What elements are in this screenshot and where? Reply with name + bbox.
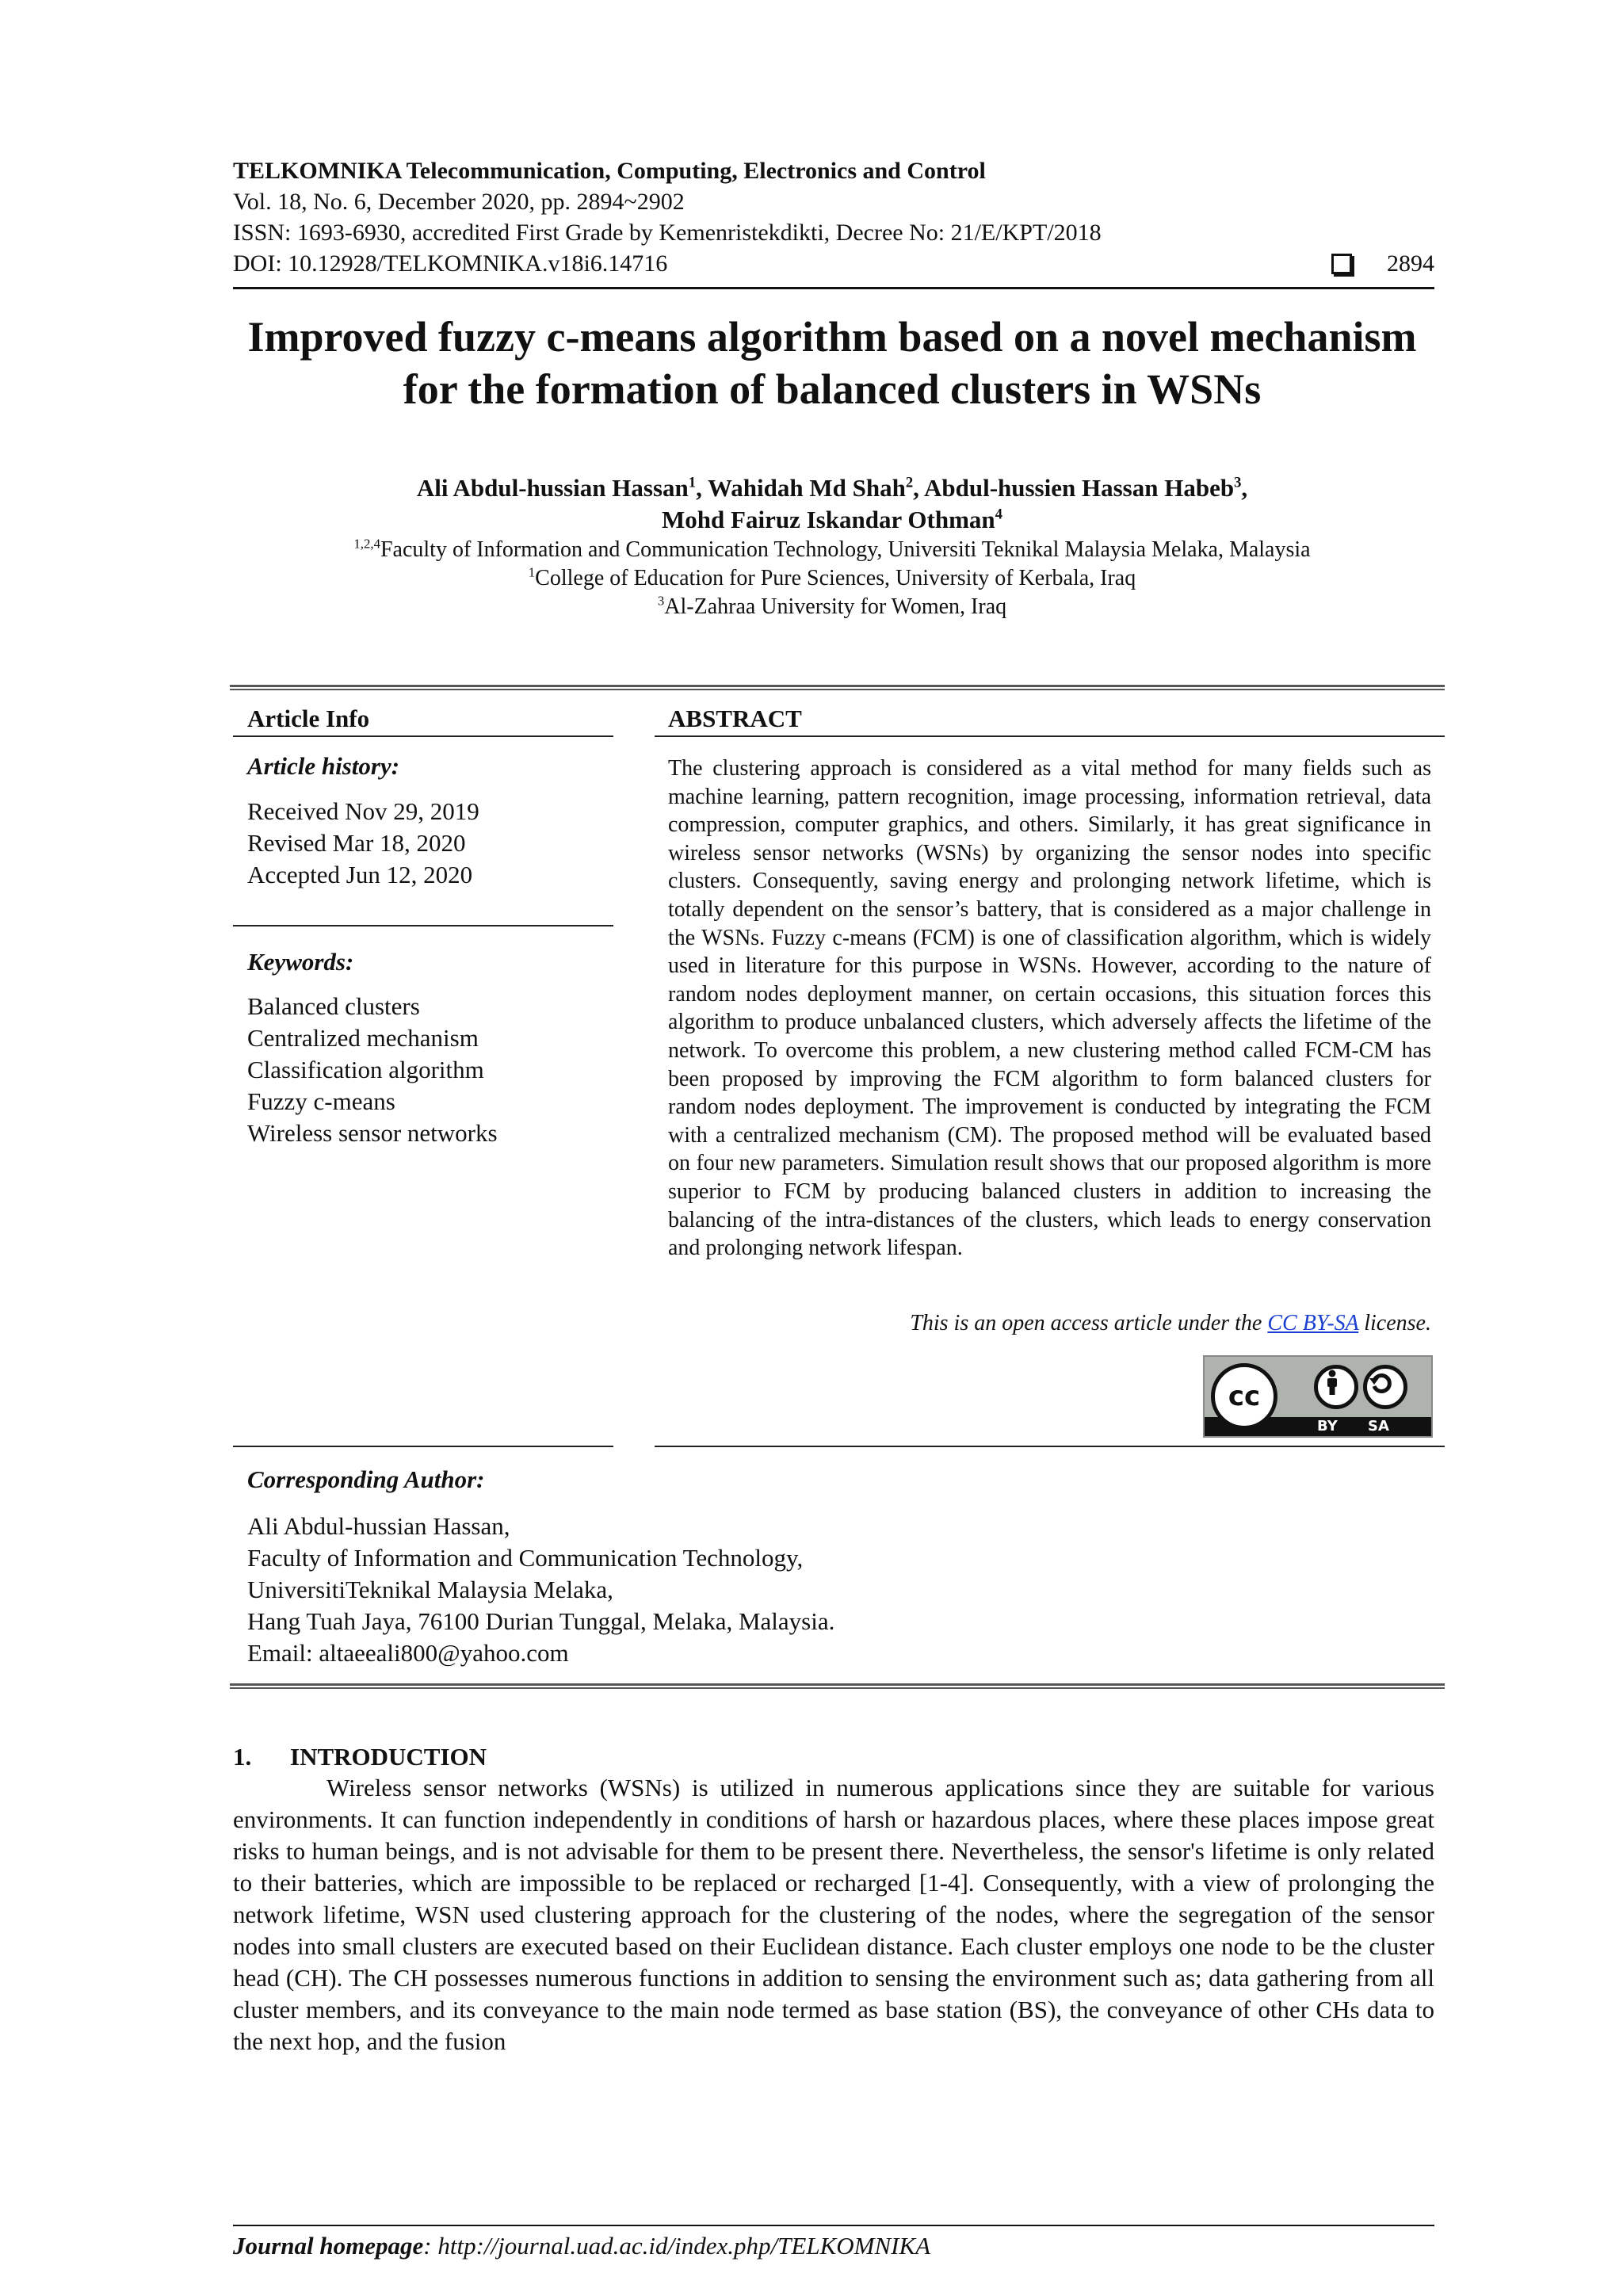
info-bottom-rule (230, 1683, 1445, 1686)
info-top-rule-2 (230, 689, 1445, 690)
paper-title (190, 311, 1474, 415)
history-list (247, 796, 479, 891)
introduction-text: Wireless sensor networks (WSNs) is utilized in numerous applications since they are suitable for various environments. It can function independently in conditions of harsh or hazardous places, where these places impose great risks to human beings, and is not advisable for them to be present there. Nevertheless, the sensor's lifetime is only related to their batteries, which are impossible to be replaced or recharged [1-4]. Consequently, with a view of prolonging the network lifetime, WSN used clustering approach for the clustering of the nodes, where the segregation of the sensor nodes into small clusters are executed based on their Euclidean distance. Each cluster employs one node to be the cluster head (CH). The CH possesses numerous functions in addition to sensing the environment such as; data gathering from all cluster members, and its conveyance to the main node termed as base station (BS), the conveyance of other CHs data to the next hop, and the fusion (233, 1774, 1434, 2055)
affiliation-text: College of Education for Pure Sciences, University of Kerbala, Iraq (535, 566, 1136, 590)
corresponding-university: UniversitiTeknikal Malaysia Melaka, (247, 1576, 613, 1603)
journal-doi[interactable]: DOI: 10.12928/TELKOMNIKA.v18i6.14716 (233, 250, 668, 277)
author-name: Abdul-hussien Hassan Habeb (923, 474, 1235, 502)
introduction-heading (233, 1742, 487, 1772)
abstract-text: The clustering approach is considered as a vital method for many fields such as machine learning, pattern recognition, image processing, information retrieval, data compression, computer graphics, and others. Similarly, it has great significance in wireless sensor networks (WSNs) by organizing the sensor nodes into specific clusters. Consequently, saving energy and prolonging network lifetime, which is totally dependent on the sensor’s battery, that is considered as a major challenge in the WSNs. Fuzzy c-means (FCM) is one of classification algorithm, which is widely used in literature for this purpose in WSNs. However, according to the nature of random nodes deployment manner, on certain occasions, this situation forces this algorithm to produce unbalanced clusters, which adversely affects the lifetime of the network. To overcome this problem, a new clustering method called FCM-CM has been proposed by improving the FCM algorithm to form balanced clusters for random nodes deployment. The improvement is conducted by integrating the FCM with a centralized mechanism (CM). The proposed method will be evaluated based on four new parameters. Simulation result shows that our proposed algorithm is more superior to FCM by producing balanced clusters in addition to increasing the balancing of the intra-distances of the clusters, which leads to energy conservation and prolonging network lifespan. (668, 756, 1431, 1261)
journal-name: TELKOMNIKA Telecommunication, Computing, Electronics and Control (233, 158, 986, 184)
affiliation-line (238, 593, 1426, 621)
affiliation-sup: 3 (657, 593, 665, 609)
share-alike-icon (1363, 1365, 1407, 1409)
affiliations (238, 536, 1426, 621)
author-name: Wahidah Md Shah (708, 474, 906, 502)
keywords-bottom-rule (233, 1446, 613, 1447)
keyword-item: Centralized mechanism (247, 1024, 479, 1052)
journal-header (233, 155, 1434, 279)
history-rule (233, 925, 613, 926)
corresponding-details (247, 1511, 834, 1669)
cc-by-label: BY (1317, 1418, 1338, 1435)
history-revised: Revised Mar 18, 2020 (247, 829, 466, 857)
journal-volume: Vol. 18, No. 6, December 2020, pp. 2894~2902 (233, 189, 685, 215)
section-title: INTRODUCTION (290, 1743, 487, 1771)
author-list: Ali Abdul-hussian Hassan$^1$, Wahidah Md Shah$^2$, Abdul-hussien Hassan Habeb$^3$, Mohd Fairuz Iskandar Othman$^4$ (416, 474, 1248, 533)
journal-footer (233, 2230, 930, 2262)
article-info-heading: Article Info (247, 705, 370, 732)
journal-issn: ISSN: 1693-6930, accredited First Grade by Kemenristekdikti, Decree No: 21/E/KPT/2018 (233, 220, 1102, 246)
keyword-item: Classification algorithm (247, 1056, 484, 1083)
affiliation-line (238, 536, 1426, 564)
footer-label: Journal homepage (233, 2232, 424, 2260)
cc-sa-label: SA (1368, 1418, 1389, 1435)
abstract-rule (655, 735, 1445, 737)
info-top-rule (230, 685, 1445, 687)
author-name: Ali Abdul-hussian Hassan (416, 474, 689, 502)
affiliation-sup: 1 (528, 564, 536, 580)
history-received: Received Nov 29, 2019 (247, 797, 479, 825)
title-line-1: Improved fuzzy c-means algorithm based on a novel mechanism (247, 313, 1417, 361)
keyword-item: Balanced clusters (247, 992, 420, 1020)
article-info-rule (233, 735, 613, 737)
keywords-list (247, 991, 498, 1149)
license-suffix: license. (1358, 1311, 1431, 1335)
keyword-item: Fuzzy c-means (247, 1087, 395, 1115)
header-rule (233, 287, 1434, 289)
keywords-heading: Keywords: (247, 948, 354, 976)
footer-url[interactable]: : http://journal.uad.ac.id/index.php/TELKOMNIKA (423, 2232, 931, 2260)
author-sup: 1 (688, 474, 697, 491)
license-link[interactable]: CC BY-SA (1267, 1311, 1359, 1335)
info-bottom-rule-2 (230, 1687, 1445, 1689)
corresponding-address: Hang Tuah Jaya, 76100 Durian Tunggal, Melaka, Malaysia. (247, 1607, 835, 1635)
title-line-2: for the formation of balanced clusters in WSNs (403, 365, 1262, 413)
affiliation-sup: 1,2,4 (353, 536, 380, 552)
page-number: 2894 (1387, 250, 1434, 277)
abstract-bottom-rule (655, 1446, 1445, 1447)
keyword-item: Wireless sensor networks (247, 1119, 498, 1147)
affiliation-line (238, 564, 1426, 593)
license-note (668, 1309, 1431, 1338)
corresponding-heading: Corresponding Author: (247, 1465, 485, 1493)
license-prefix: This is an open access article under the (910, 1311, 1268, 1335)
author-sup: 4 (995, 506, 1002, 523)
square-bullet-icon (1331, 254, 1352, 274)
section-number: 1. (233, 1743, 252, 1771)
affiliation-text: Faculty of Information and Communication Technology, Universiti Teknikal Malaysia Melaka, Malaysia (380, 537, 1311, 562)
author-sup: 3 (1234, 474, 1242, 491)
affiliation-text: Al-Zahraa University for Women, Iraq (664, 594, 1007, 619)
attribution-icon (1314, 1365, 1358, 1409)
history-heading: Article history: (247, 752, 400, 780)
abstract-heading: ABSTRACT (668, 705, 802, 732)
cc-by-sa-badge[interactable] (1203, 1355, 1433, 1438)
author-sup: 2 (905, 474, 914, 491)
footer-rule (233, 2225, 1434, 2226)
cc-icon: cc (1211, 1363, 1277, 1430)
corresponding-email[interactable]: Email: altaeeali800@yahoo.com (247, 1639, 569, 1667)
history-accepted: Accepted Jun 12, 2020 (247, 861, 473, 888)
corresponding-faculty: Faculty of Information and Communication Technology, (247, 1544, 804, 1572)
author-name: Mohd Fairuz Iskandar Othman (662, 506, 995, 533)
corresponding-name: Ali Abdul-hussian Hassan, (247, 1512, 510, 1540)
